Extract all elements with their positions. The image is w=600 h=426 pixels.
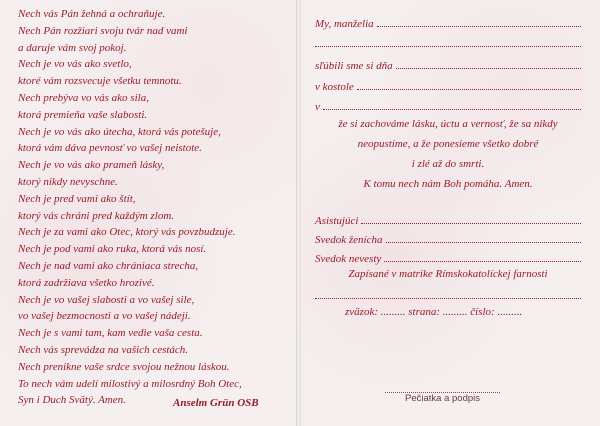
poem-line: ktorý vás chráni pred každým zlom.: [18, 209, 175, 222]
poem-line: ktorá zadržiava všetko hrozivé.: [18, 276, 155, 289]
groom-witness-field: [315, 232, 581, 246]
officiant-dotted-line: [361, 213, 581, 224]
signature-dotted-line: [385, 386, 500, 393]
officiant-label: Asistujúci: [315, 215, 359, 227]
spouses-label: My, manželia: [315, 18, 374, 30]
poem-line: Nech je pred vami ako štít,: [18, 192, 136, 205]
poem-line: Nech je vo vás ako prameň lásky,: [18, 159, 165, 172]
church-label: v kostole: [315, 81, 354, 93]
groom-witness-label: Svedok ženícha: [315, 234, 383, 246]
spouses-field: [315, 16, 581, 30]
poem-line: vo vašej bezmocnosti a vo vašej nádeji.: [18, 310, 191, 323]
poem-line: Nech Pán rozžiari svoju tvár nad vami: [18, 24, 188, 37]
place-dotted-line: [323, 99, 581, 110]
vow-line: neopustíme, a že ponesieme všetko dobré: [357, 138, 539, 150]
poem-line: a daruje vám svoj pokoj.: [18, 41, 127, 54]
poem-line: Nech je s vami tam, kam vedie vaša cesta.: [18, 327, 203, 340]
church-field: [315, 79, 581, 93]
place-field: [315, 99, 581, 113]
bride-witness-field: [315, 251, 581, 265]
bride-witness-dotted-line: [384, 251, 581, 262]
poem-line: ktorý nikdy nevyschne.: [18, 175, 118, 188]
place-label: v: [315, 101, 320, 113]
registry-note: Zapísané v matrike Rímskokatolíckej farnosti: [348, 268, 548, 280]
parish-dotted-line: [315, 290, 581, 299]
blessing-poem: [18, 6, 293, 409]
poem-line: Nech je pod vami ako ruka, ktorá vás nosí.: [18, 243, 207, 256]
left-page: [0, 0, 297, 426]
vow-line: K tomu nech nám Boh pomáha. Amen.: [363, 178, 533, 190]
vow-line: že si zachováme lásku, úctu a vernosť, že sa nikdy: [338, 118, 558, 130]
vow-line: i zlé až do smrti.: [411, 158, 485, 170]
poem-line: Nech vás Pán žehná a ochraňuje.: [18, 8, 166, 20]
poem-line: Nech je vo vás ako útecha, ktorá vás potešuje,: [18, 125, 221, 138]
registry-numbers: zväzok: ......... strana: ......... číslo: .........: [345, 306, 523, 318]
author-signature: Anselm Grün OSB: [173, 397, 259, 409]
poem-line: Nech vás sprevádza na vašich cestách.: [18, 343, 189, 356]
parish-line: [315, 290, 581, 299]
poem-line: Syn i Duch Svätý. Amen.: [18, 394, 126, 407]
spouses-dotted-line-2: [315, 38, 581, 47]
officiant-field: [315, 213, 581, 227]
date-label: sľúbili sme si dňa: [315, 60, 393, 72]
poem-line: Nech prebýva vo vás ako sila,: [18, 91, 149, 104]
date-field: [315, 58, 581, 72]
poem-line: ktorá vám dáva pevnosť vo vašej neistote.: [18, 142, 202, 155]
poem-line: ktorá premieňa vaše slabosti.: [18, 108, 148, 121]
bride-witness-label: Svedok nevesty: [315, 253, 382, 265]
groom-witness-dotted-line: [386, 232, 582, 243]
date-dotted-line: [396, 58, 581, 69]
poem-line: Nech je nad vami ako chrániaca strecha,: [18, 259, 199, 272]
poem-line: ktoré vám rozsvecuje všetku temnotu.: [18, 75, 182, 88]
vow-text: [308, 114, 588, 194]
stamp-signature-label: Pečiatka a podpis: [405, 393, 480, 404]
poem-line: To nech vám udelí milostivý a milosrdný Boh Otec,: [18, 377, 242, 390]
spouses-dotted-line: [377, 16, 581, 27]
poem-line: Nech je vo vašej slabosti a vo vašej sile,: [18, 293, 195, 306]
poem-line: Nech prenikne vaše srdce svojou nežnou láskou.: [18, 360, 230, 373]
poem-line: Nech je vo vás ako svetlo,: [18, 58, 132, 71]
church-dotted-line: [357, 79, 581, 90]
poem-line: Nech je za vami ako Otec, ktorý vás povzbudzuje.: [18, 226, 236, 239]
spouses-second-line: [315, 38, 581, 47]
